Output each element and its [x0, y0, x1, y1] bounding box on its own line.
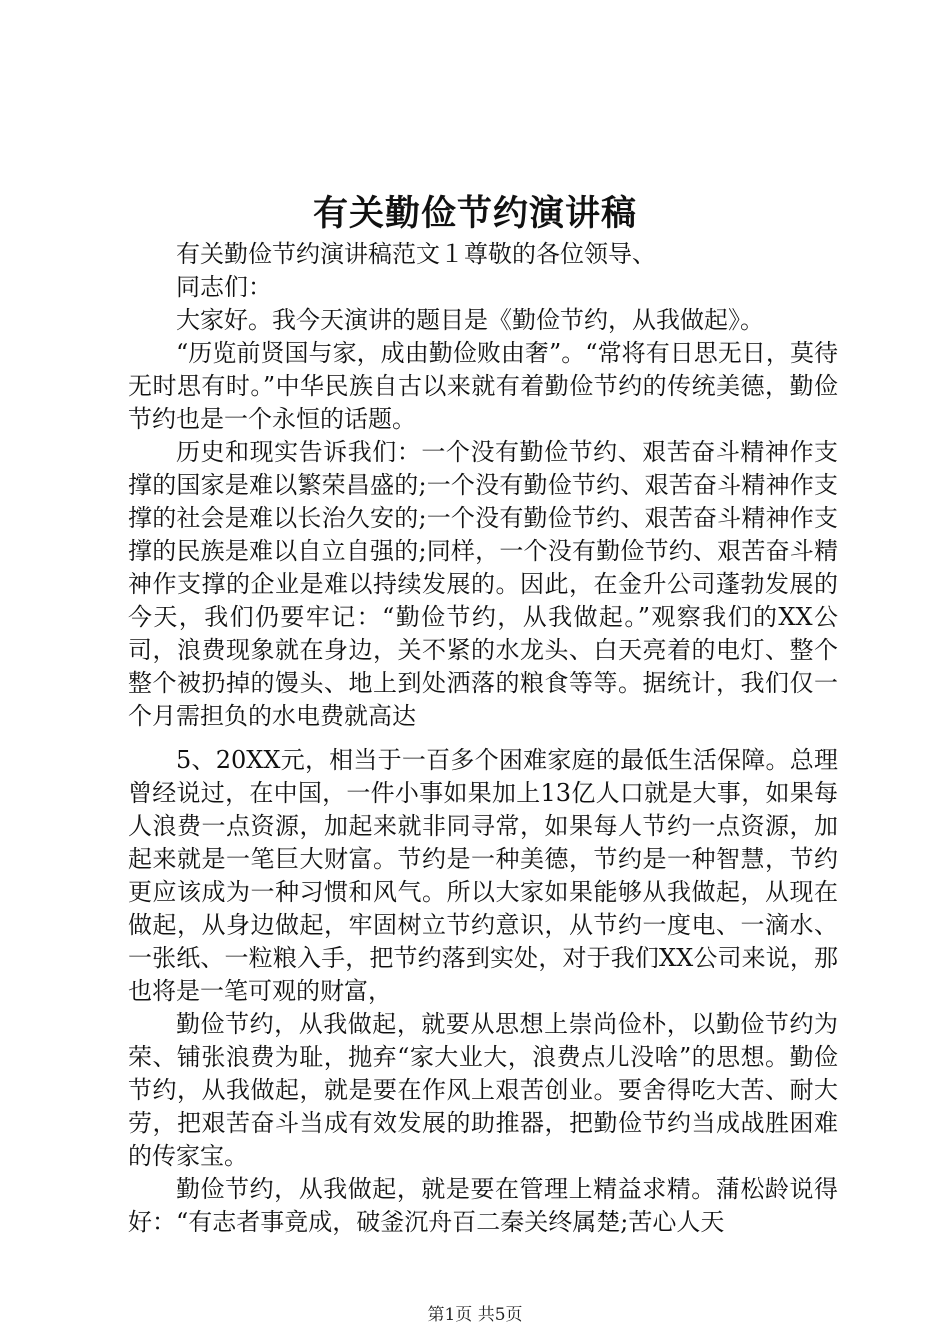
paragraph-2: 同志们：: [176, 273, 272, 301]
document-body: [128, 238, 838, 1239]
paragraph-5: 历史和现实告诉我们：一个没有勤俭节约、艰苦奋斗精神作支撑的国家是难以繁荣昌盛的;一个没有勤俭节约、艰苦奋斗精神作支撑的社会是难以长治久安的;一个没有勤俭节约、艰苦奋斗精神作支撑的民族是难以自立自强的;同样，一个没有勤俭节约、艰苦奋斗精神作支撑的企业是难以持续发展的。因此，在金升公司蓬勃发展的今天，我们仍要牢记：“勤俭节约，从我做起。”观察我们的XX公司，浪费现象就在身边，关不紧的水龙头、白天亮着的电灯、整个整个被扔掉的馒头、地上到处洒落的粮食等等。据统计，我们仅一个月需担负的水电费就高达: [128, 438, 838, 730]
paragraph-7: 勤俭节约，从我做起，就要从思想上崇尚俭朴，以勤俭节约为荣、铺张浪费为耻，抛弃“家大业大，浪费点儿没啥”的思想。勤俭节约，从我做起，就是要在作风上艰苦创业。要舍得吃大苦、耐大劳，把艰苦奋斗当成有效发展的助推器，把勤俭节约当成战胜困难的传家宝。: [128, 1010, 838, 1170]
page-footer: 第1页 共5页: [427, 1305, 523, 1325]
paragraph-3: 大家好。我今天演讲的题目是《勤俭节约，从我做起》。: [176, 306, 764, 334]
paragraph-8: 勤俭节约，从我做起，就是要在管理上精益求精。蒲松龄说得好：“有志者事竟成，破釜沉舟百二秦关终属楚;苦心人天: [128, 1175, 838, 1236]
document-title: 有关勤俭节约演讲稿: [312, 193, 637, 234]
paragraph-1: 有关勤俭节约演讲稿范文１尊敬的各位领导、: [176, 240, 656, 268]
paragraph-6: 5、20XX元，相当于一百多个困难家庭的最低生活保障。总理曾经说过，在中国，一件小事如果加上13亿人口就是大事，如果每人浪费一点资源，加起来就非同寻常，如果每人节约一点资源，加起来就是一笔巨大财富。节约是一种美德，节约是一种智慧，节约更应该成为一种习惯和风气。所以大家如果能够从我做起，从现在做起，从身边做起，牢固树立节约意识，从节约一度电、一滴水、一张纸、一粒粮入手，把节约落到实处，对于我们XX公司来说，那也将是一笔可观的财富，: [128, 746, 838, 1005]
paragraph-4: “历览前贤国与家，成由勤俭败由奢”。“常将有日思无日，莫待无时思有时。”中华民族自古以来就有着勤俭节约的传统美德，勤俭节约也是一个永恒的话题。: [128, 339, 838, 433]
